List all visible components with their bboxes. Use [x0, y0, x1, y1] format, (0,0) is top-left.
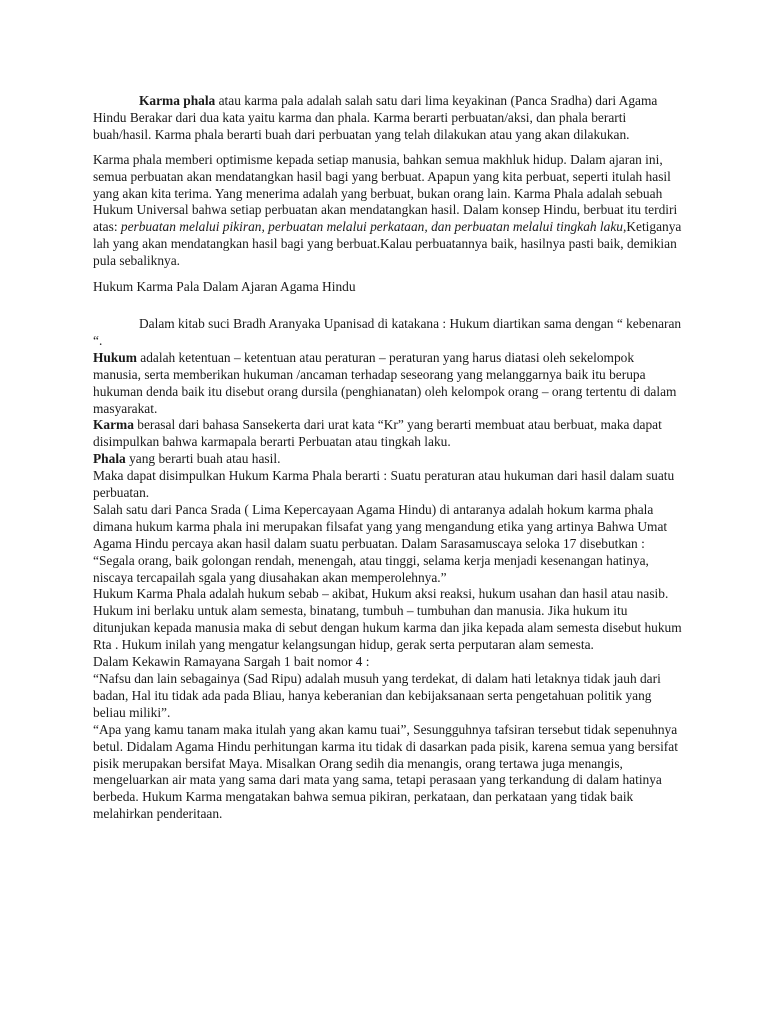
paragraph-phala: [93, 451, 683, 468]
term-karma: Karma: [93, 417, 134, 433]
paragraph-karma-phala-definition: [93, 93, 683, 144]
paragraph-upanisad: Dalam kitab suci Bradh Aranyaka Upanisad di katakana : Hukum diartikan sama dengan “ kebenaran “.: [93, 315, 682, 348]
paragraph-hukum: [93, 350, 683, 418]
term-phala: Phala: [93, 451, 126, 467]
paragraph-kekawin-ramayana: Dalam Kekawin Ramayana Sargah 1 bait nomor 4 :: [93, 654, 370, 670]
section-title: Hukum Karma Pala Dalam Ajaran Agama Hindu: [93, 279, 356, 295]
paragraph-conclusion: Maka dapat disimpulkan Hukum Karma Phala berarti : Suatu peraturan atau hukuman dari hasil dalam suatu perbuatan.: [93, 468, 675, 501]
paragraph-text: yang berarti buah atau hasil.: [125, 451, 281, 467]
document-page: [93, 93, 683, 823]
paragraph-tanam-tuai: “Apa yang kamu tanam maka itulah yang akan kamu tuai”, Sesungguhnya tafsiran tersebut tidak sepenuhnya betul. Didalam Agama Hindu perhitungan karma itu tidak di dasarkan pada pisik, karena semua yang bersifat pisik merupakan bersifat Maya. Misalkan Orang sedih dia menangis, orang tertawa juga menangis, mengeluarkan air mata yang sama dari mata yang sama, tetapi perasaan yang terkandung di dalam hatinya berbeda. Hukum Karma mengatakan bahwa semua pikiran, perkataan, dan perkataan yang tidak baik melahirkan penderitaan.: [93, 721, 678, 822]
paragraph-panca-srada: Salah satu dari Panca Srada ( Lima Kepercayaan Agama Hindu) di antaranya adalah hokum karma phala dimana hukum karma phala ini merupakan filsafat yang yang mengandung etika yang artinya Bahwa Umat Agama Hindu percaya akan hasil dalam suatu perbuatan. Dalam Sarasamuscaya seloka 17 disebutkan :: [93, 501, 668, 551]
paragraph-karma: [93, 417, 683, 451]
term-karma-phala: Karma phala: [139, 93, 216, 108]
italic-three-actions: perbuatan melalui pikiran, perbuatan melalui perkataan, dan perbuatan melalui tingkah laku: [120, 219, 623, 235]
paragraph-text: berasal dari bahasa Sansekerta dari urat kata “Kr” yang berarti membuat atau berbuat, maka dapat disimpulkan bahwa karmapala berarti Perbuatan atau tingkah laku.: [93, 417, 662, 450]
paragraph-text: ,Ketiganya lah yang akan mendatangkan hasil bagi yang berbuat.Kalau perbuatannya baik, hasilnya pasti baik, demikian pula sebaliknya.: [93, 219, 682, 269]
paragraph-sebab-akibat: Hukum Karma Phala adalah hukum sebab – akibat, Hukum aksi reaksi, hukum usahan dan hasil atau nasib. Hukum ini berlaku untuk alam semesta, binatang, tumbuh – tumbuhan dan manusia. Jika hukum itu ditunjukan kepada manusia maka di sebut dengan hukum karma dan jika kepada alam semesta disebut hukum Rta . Hukum inilah yang mengatur kelangsungan hidup, gerak serta perputaran alam semesta.: [93, 586, 682, 653]
paragraph-karma-phala-optimism: [93, 152, 683, 270]
quote-ramayana: “Nafsu dan lain sebagainya (Sad Ripu) adalah musuh yang terdekat, di dalam hati letaknya tidak jauh dari badan, Hal itu tidak ada pada Bliau, hanya keberanian dan kebijaksanaan serta pengetahuan politik yang beliau miliki”.: [93, 671, 661, 720]
paragraph-text: atau karma pala adalah salah satu dari lima keyakinan (Panca Sradha) dari Agama Hindu Berakar dari dua kata yaitu karma dan phala. Karma berarti perbuatan/aksi, dan phala berarti buah/hasil. Karma phala berarti buah dari perbuatan yang telah dilakukan atau yang akan dilakukan.: [93, 93, 658, 142]
paragraph-text: adalah ketentuan – ketentuan atau peraturan – peraturan yang harus diatasi oleh sekelompok manusia, serta memberikan hukuman /ancaman terhadap seseorang yang melanggarnya baik itu berupa hukuman denda baik itu disebut orang dursila (penghianatan) oleh kelompok orang – orang tertentu di dalam masyarakat.: [93, 349, 677, 416]
term-hukum: Hukum: [93, 349, 137, 365]
paragraph-text: Karma phala memberi optimisme kepada setiap manusia, bahkan semua makhluk hidup. Dalam ajaran ini, semua perbuatan akan mendatangkan hasil bagi yang berbuat. Apapun yang kita perbuat, seperti itulah hasil yang akan kita terima. Yang menerima adalah yang berbuat, bukan orang lain. Karma Phala adalah sebuah Hukum Universal bahwa setiap perbuatan akan mendatangkan hasil. Dalam konsep Hindu, berbuat itu terdiri atas:: [93, 151, 678, 235]
quote-sarasamuscaya: “Segala orang, baik golongan rendah, menengah, atau tinggi, selama kerja menjadi kesenangan hatinya, niscaya tercapailah sgala yang diusahakan akan memperolehnya.”: [93, 552, 649, 585]
